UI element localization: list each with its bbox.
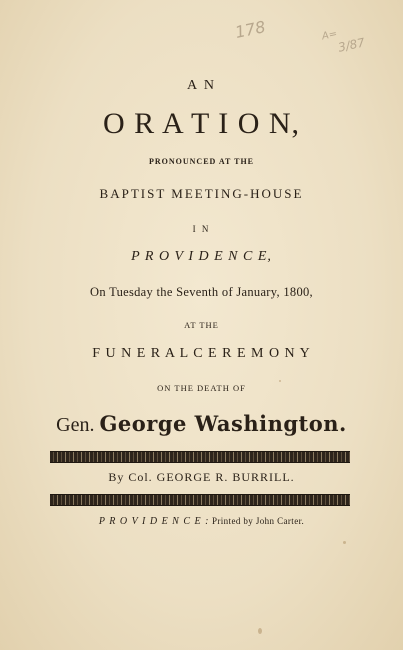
washington-line [0, 411, 403, 437]
place-line: BAPTIST MEETING-HOUSE [99, 186, 304, 201]
ornamental-rule-bottom [50, 494, 350, 506]
foxing-spot [258, 628, 262, 634]
ceremony-line: F U N E R A L C E R E M O N Y [92, 346, 311, 361]
handwritten-note-right-1: A= [321, 28, 339, 43]
heading-oration: O R A T I O N, [102, 107, 301, 140]
imprint-line [0, 516, 403, 527]
washington-name: George Washington. [99, 411, 347, 436]
gen-label: Gen. [56, 414, 95, 436]
at-the-line: AT THE [184, 320, 219, 330]
ornamental-rule-top [50, 451, 350, 463]
date-line: On Tuesday the Seventh of January, 1800, [90, 285, 313, 299]
foxing-spot [279, 380, 281, 382]
city-line: P R O V I D E N C E, [131, 249, 272, 264]
author-line: By Col. GEORGE R. BURRILL. [108, 470, 295, 484]
pronounced-line: PRONOUNCED AT THE [148, 157, 254, 166]
on-death-line: ON THE DEATH OF [157, 383, 246, 393]
foxing-spot [343, 541, 346, 544]
heading-an: A N [187, 78, 216, 93]
imprint-place: P R O V I D E N C E : [98, 516, 210, 527]
handwritten-note-right-2: 3/87 [336, 35, 367, 55]
imprint-printer: Printed by John Carter. [211, 516, 305, 526]
handwritten-note-top: 178 [233, 17, 268, 42]
in-line: I N [192, 224, 211, 234]
